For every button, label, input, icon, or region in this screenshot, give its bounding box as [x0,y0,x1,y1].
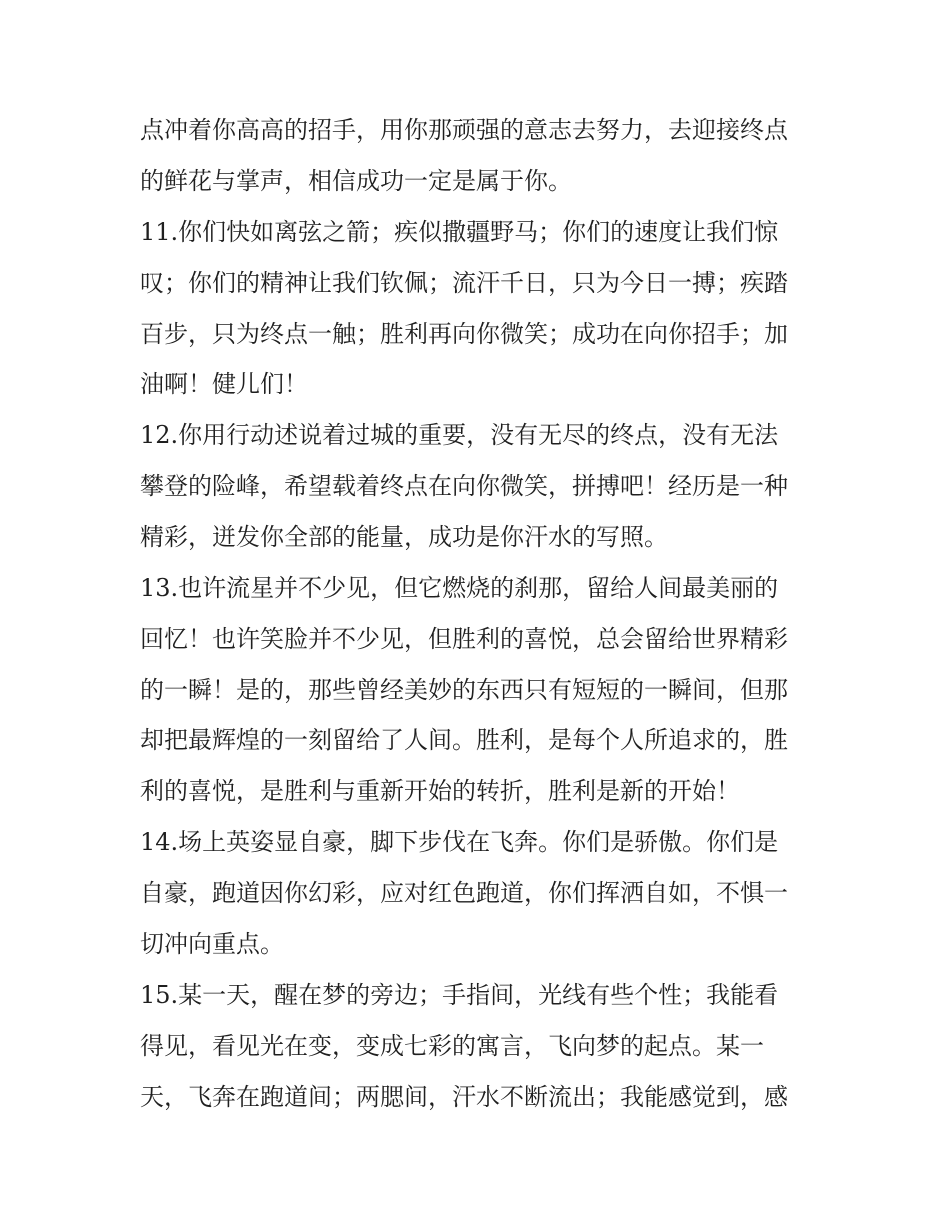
text-line: 切冲向重点。 [140,930,284,958]
text-line: 天，飞奔在跑道间；两腮间，汗水不断流出；我能感觉到，感 [140,1083,788,1111]
text-line: 利的喜悦，是胜利与重新开始的转折，胜利是新的开始！ [140,777,740,805]
text-line: 11.你们快如离弦之箭；疾似撒疆野马；你们的速度让我们惊 [140,218,779,246]
text-line: 点冲着你高高的招手，用你那顽强的意志去努力，去迎接终点 [140,116,788,144]
text-line: 油啊！健儿们！ [140,370,308,398]
text-line: 13.也许流星并不少见，但它燃烧的刹那，留给人间最美丽的 [140,574,779,602]
text-line: 14.场上英姿显自豪，脚下步伐在飞奔。你们是骄傲。你们是 [140,828,779,856]
text-line: 的鲜花与掌声，相信成功一定是属于你。 [140,167,572,195]
text-line: 精彩，迸发你全部的能量，成功是你汗水的写照。 [140,523,668,551]
text-line: 自豪，跑道因你幻彩，应对红色跑道，你们挥洒自如，不惧一 [140,879,788,907]
text-line: 百步，只为终点一触；胜利再向你微笑；成功在向你招手；加 [140,320,788,348]
text-line: 却把最辉煌的一刻留给了人间。胜利，是每个人所追求的，胜 [140,726,788,754]
text-line: 的一瞬！是的，那些曾经美妙的东西只有短短的一瞬间，但那 [140,676,788,704]
text-line: 回忆！也许笑脸并不少见，但胜利的喜悦，总会留给世界精彩 [140,625,788,653]
text-line: 攀登的险峰，希望载着终点在向你微笑，拼搏吧！经历是一种 [140,472,788,500]
text-line: 得见，看见光在变，变成七彩的寓言，飞向梦的起点。某一 [140,1032,764,1060]
text-line: 12.你用行动述说着过城的重要，没有无尽的终点，没有无法 [140,421,779,449]
text-line: 叹；你们的精神让我们钦佩；流汗千日，只为今日一搏；疾踏 [140,269,788,297]
text-line: 15.某一天，醒在梦的旁边；手指间，光线有些个性；我能看 [140,981,779,1009]
